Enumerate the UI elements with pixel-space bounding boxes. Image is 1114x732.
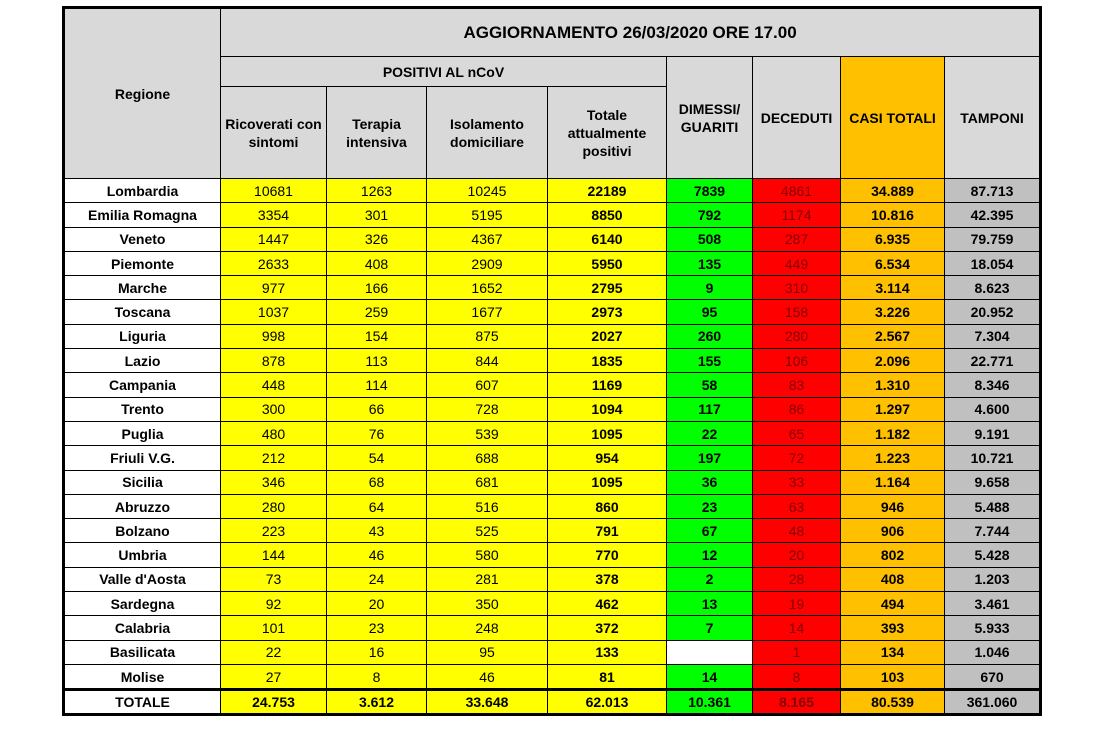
cell-ricoverati: 878 — [221, 349, 327, 373]
cell-terapia: 68 — [327, 470, 427, 494]
header-terapia: Terapia intensiva — [327, 87, 427, 179]
cell-terapia: 64 — [327, 494, 427, 518]
cell-totale-positivi: 62.013 — [548, 690, 667, 715]
cell-isolamento: 46 — [427, 664, 548, 689]
cell-terapia: 66 — [327, 397, 427, 421]
cell-dimessi: 23 — [667, 494, 753, 518]
cell-ricoverati: 212 — [221, 446, 327, 470]
cell-dimessi: 12 — [667, 543, 753, 567]
cell-casi-totali: 1.310 — [841, 373, 945, 397]
cell-totale-positivi: 22189 — [548, 179, 667, 203]
cell-tamponi: 9.658 — [945, 470, 1041, 494]
cell-dimessi: 95 — [667, 300, 753, 324]
cell-ricoverati: 223 — [221, 519, 327, 543]
total-row — [64, 690, 1041, 715]
cell-ricoverati: 73 — [221, 567, 327, 591]
table-row — [64, 446, 1041, 470]
table-row — [64, 421, 1041, 445]
cell-ricoverati: 448 — [221, 373, 327, 397]
cell-isolamento: 681 — [427, 470, 548, 494]
cell-deceduti: 83 — [753, 373, 841, 397]
cell-dimessi: 9 — [667, 276, 753, 300]
cell-regione: Lombardia — [64, 179, 221, 203]
cell-regione: Toscana — [64, 300, 221, 324]
cell-casi-totali: 2.567 — [841, 324, 945, 348]
cell-ricoverati: 346 — [221, 470, 327, 494]
cell-totale-positivi: 81 — [548, 664, 667, 689]
cell-casi-totali: 34.889 — [841, 179, 945, 203]
cell-terapia: 54 — [327, 446, 427, 470]
cell-tamponi: 18.054 — [945, 251, 1041, 275]
cell-casi-totali: 393 — [841, 616, 945, 640]
cell-dimessi: 7839 — [667, 179, 753, 203]
cell-casi-totali: 1.164 — [841, 470, 945, 494]
table-row — [64, 251, 1041, 275]
table-row — [64, 300, 1041, 324]
cell-tamponi: 5.488 — [945, 494, 1041, 518]
table-row — [64, 373, 1041, 397]
cell-dimessi: 792 — [667, 203, 753, 227]
cell-ricoverati: 10681 — [221, 179, 327, 203]
header-deceduti: DECEDUTI — [753, 57, 841, 179]
cell-totale-positivi: 133 — [548, 640, 667, 664]
header-totale-positivi: Totale attualmente positivi — [548, 87, 667, 179]
cell-totale-positivi: 372 — [548, 616, 667, 640]
cell-isolamento: 1652 — [427, 276, 548, 300]
cell-terapia: 43 — [327, 519, 427, 543]
cell-tamponi: 1.046 — [945, 640, 1041, 664]
cell-terapia: 76 — [327, 421, 427, 445]
table-title: AGGIORNAMENTO 26/03/2020 ORE 17.00 — [221, 8, 1041, 57]
cell-terapia: 166 — [327, 276, 427, 300]
cell-deceduti: 72 — [753, 446, 841, 470]
cell-deceduti: 65 — [753, 421, 841, 445]
cell-regione: Lazio — [64, 349, 221, 373]
cell-ricoverati: 998 — [221, 324, 327, 348]
cell-totale-positivi: 1169 — [548, 373, 667, 397]
cell-casi-totali: 2.096 — [841, 349, 945, 373]
cell-totale-positivi: 1095 — [548, 470, 667, 494]
cell-tamponi: 79.759 — [945, 227, 1041, 251]
cell-casi-totali: 408 — [841, 567, 945, 591]
cell-dimessi: 36 — [667, 470, 753, 494]
cell-deceduti: 1 — [753, 640, 841, 664]
cell-tamponi: 7.304 — [945, 324, 1041, 348]
cell-tamponi: 5.933 — [945, 616, 1041, 640]
cell-isolamento: 688 — [427, 446, 548, 470]
cell-isolamento: 539 — [427, 421, 548, 445]
cell-isolamento: 580 — [427, 543, 548, 567]
cell-terapia: 16 — [327, 640, 427, 664]
cell-terapia: 8 — [327, 664, 427, 689]
cell-deceduti: 1174 — [753, 203, 841, 227]
cell-deceduti: 158 — [753, 300, 841, 324]
cell-isolamento: 350 — [427, 592, 548, 616]
cell-regione: Puglia — [64, 421, 221, 445]
cell-deceduti: 4861 — [753, 179, 841, 203]
cell-terapia: 154 — [327, 324, 427, 348]
cell-deceduti: 28 — [753, 567, 841, 591]
cell-casi-totali: 494 — [841, 592, 945, 616]
cell-regione: Molise — [64, 664, 221, 689]
cell-dimessi: 260 — [667, 324, 753, 348]
cell-isolamento: 875 — [427, 324, 548, 348]
cell-totale-positivi: 791 — [548, 519, 667, 543]
table-row — [64, 664, 1041, 689]
cell-ricoverati: 92 — [221, 592, 327, 616]
header-isolamento: Isolamento domiciliare — [427, 87, 548, 179]
cell-isolamento: 281 — [427, 567, 548, 591]
header-positivi: POSITIVI AL nCoV — [221, 57, 667, 87]
cell-deceduti: 86 — [753, 397, 841, 421]
cell-regione: Veneto — [64, 227, 221, 251]
cell-dimessi: 7 — [667, 616, 753, 640]
cell-regione: Trento — [64, 397, 221, 421]
cell-deceduti: 20 — [753, 543, 841, 567]
cell-deceduti: 8 — [753, 664, 841, 689]
cell-ricoverati: 300 — [221, 397, 327, 421]
cell-regione: Piemonte — [64, 251, 221, 275]
cell-casi-totali: 134 — [841, 640, 945, 664]
cell-dimessi: 58 — [667, 373, 753, 397]
cell-regione: Abruzzo — [64, 494, 221, 518]
cell-regione: Campania — [64, 373, 221, 397]
cell-tamponi: 8.623 — [945, 276, 1041, 300]
cell-ricoverati: 1447 — [221, 227, 327, 251]
table-row — [64, 179, 1041, 203]
cell-ricoverati: 480 — [221, 421, 327, 445]
table-row — [64, 470, 1041, 494]
cell-isolamento: 516 — [427, 494, 548, 518]
cell-isolamento: 844 — [427, 349, 548, 373]
table-row — [64, 519, 1041, 543]
cell-tamponi: 8.346 — [945, 373, 1041, 397]
cell-isolamento: 607 — [427, 373, 548, 397]
cell-dimessi: 10.361 — [667, 690, 753, 715]
table-row — [64, 494, 1041, 518]
cell-deceduti: 449 — [753, 251, 841, 275]
cell-tamponi: 361.060 — [945, 690, 1041, 715]
cell-deceduti: 63 — [753, 494, 841, 518]
table-row — [64, 227, 1041, 251]
cell-dimessi: 117 — [667, 397, 753, 421]
cell-isolamento: 4367 — [427, 227, 548, 251]
cell-tamponi: 10.721 — [945, 446, 1041, 470]
cell-isolamento: 2909 — [427, 251, 548, 275]
cell-tamponi: 4.600 — [945, 397, 1041, 421]
table-row — [64, 543, 1041, 567]
cell-deceduti: 48 — [753, 519, 841, 543]
cell-tamponi: 9.191 — [945, 421, 1041, 445]
cell-terapia: 20 — [327, 592, 427, 616]
cell-regione: Marche — [64, 276, 221, 300]
cell-deceduti: 106 — [753, 349, 841, 373]
cell-dimessi: 2 — [667, 567, 753, 591]
cell-dimessi: 67 — [667, 519, 753, 543]
cell-ricoverati: 977 — [221, 276, 327, 300]
cell-ricoverati: 24.753 — [221, 690, 327, 715]
cell-deceduti: 33 — [753, 470, 841, 494]
cell-totale-positivi: 378 — [548, 567, 667, 591]
table-row — [64, 324, 1041, 348]
cell-tamponi: 3.461 — [945, 592, 1041, 616]
cell-totale-positivi: 770 — [548, 543, 667, 567]
cell-isolamento: 10245 — [427, 179, 548, 203]
table-row — [64, 276, 1041, 300]
table-row — [64, 592, 1041, 616]
header-ricoverati: Ricoverati con sintomi — [221, 87, 327, 179]
cell-dimessi: 508 — [667, 227, 753, 251]
header-regione: Regione — [64, 8, 221, 179]
header-tamponi: TAMPONI — [945, 57, 1041, 179]
cell-isolamento: 5195 — [427, 203, 548, 227]
cell-tamponi: 1.203 — [945, 567, 1041, 591]
cell-casi-totali: 1.182 — [841, 421, 945, 445]
cell-deceduti: 280 — [753, 324, 841, 348]
cell-totale-positivi: 8850 — [548, 203, 667, 227]
cell-tamponi: 670 — [945, 664, 1041, 689]
cell-totale-positivi: 860 — [548, 494, 667, 518]
header-dimessi: DIMESSI/ GUARITI — [667, 57, 753, 179]
cell-dimessi: 14 — [667, 664, 753, 689]
cell-deceduti: 310 — [753, 276, 841, 300]
cell-terapia: 326 — [327, 227, 427, 251]
cell-casi-totali: 103 — [841, 664, 945, 689]
cell-regione: Bolzano — [64, 519, 221, 543]
table-row — [64, 203, 1041, 227]
cell-dimessi: 135 — [667, 251, 753, 275]
cell-ricoverati: 101 — [221, 616, 327, 640]
cell-regione: Liguria — [64, 324, 221, 348]
cell-casi-totali: 3.226 — [841, 300, 945, 324]
cell-regione: Calabria — [64, 616, 221, 640]
cell-totale-positivi: 1835 — [548, 349, 667, 373]
table-body — [64, 179, 1041, 715]
cell-ricoverati: 144 — [221, 543, 327, 567]
cell-regione: Sicilia — [64, 470, 221, 494]
cell-tamponi: 42.395 — [945, 203, 1041, 227]
cell-tamponi: 20.952 — [945, 300, 1041, 324]
cell-dimessi: 155 — [667, 349, 753, 373]
cell-terapia: 114 — [327, 373, 427, 397]
cell-tamponi: 7.744 — [945, 519, 1041, 543]
table-row — [64, 349, 1041, 373]
cell-totale-positivi: 462 — [548, 592, 667, 616]
cell-casi-totali: 6.935 — [841, 227, 945, 251]
cell-regione: TOTALE — [64, 690, 221, 715]
cell-ricoverati: 3354 — [221, 203, 327, 227]
table-row — [64, 616, 1041, 640]
cell-tamponi: 5.428 — [945, 543, 1041, 567]
cell-regione: Emilia Romagna — [64, 203, 221, 227]
cell-terapia: 113 — [327, 349, 427, 373]
cell-casi-totali: 906 — [841, 519, 945, 543]
cell-terapia: 46 — [327, 543, 427, 567]
cell-isolamento: 248 — [427, 616, 548, 640]
cell-totale-positivi: 1095 — [548, 421, 667, 445]
cell-casi-totali: 1.223 — [841, 446, 945, 470]
cell-dimessi: 13 — [667, 592, 753, 616]
cell-dimessi: 22 — [667, 421, 753, 445]
cell-totale-positivi: 954 — [548, 446, 667, 470]
covid-regional-table — [62, 6, 1042, 716]
cell-isolamento: 728 — [427, 397, 548, 421]
cell-ricoverati: 1037 — [221, 300, 327, 324]
cell-totale-positivi: 2973 — [548, 300, 667, 324]
cell-totale-positivi: 1094 — [548, 397, 667, 421]
cell-ricoverati: 27 — [221, 664, 327, 689]
cell-isolamento: 33.648 — [427, 690, 548, 715]
cell-terapia: 301 — [327, 203, 427, 227]
cell-regione: Umbria — [64, 543, 221, 567]
cell-casi-totali: 3.114 — [841, 276, 945, 300]
table-row — [64, 640, 1041, 664]
cell-casi-totali: 946 — [841, 494, 945, 518]
cell-totale-positivi: 5950 — [548, 251, 667, 275]
cell-tamponi: 22.771 — [945, 349, 1041, 373]
cell-totale-positivi: 6140 — [548, 227, 667, 251]
cell-casi-totali: 802 — [841, 543, 945, 567]
cell-deceduti: 19 — [753, 592, 841, 616]
cell-terapia: 23 — [327, 616, 427, 640]
cell-deceduti: 287 — [753, 227, 841, 251]
cell-terapia: 24 — [327, 567, 427, 591]
cell-totale-positivi: 2027 — [548, 324, 667, 348]
cell-terapia: 3.612 — [327, 690, 427, 715]
cell-terapia: 259 — [327, 300, 427, 324]
cell-tamponi: 87.713 — [945, 179, 1041, 203]
cell-isolamento: 525 — [427, 519, 548, 543]
cell-regione: Friuli V.G. — [64, 446, 221, 470]
cell-terapia: 408 — [327, 251, 427, 275]
cell-ricoverati: 280 — [221, 494, 327, 518]
cell-deceduti: 8.165 — [753, 690, 841, 715]
cell-ricoverati: 22 — [221, 640, 327, 664]
table-row — [64, 567, 1041, 591]
table-row — [64, 397, 1041, 421]
cell-casi-totali: 80.539 — [841, 690, 945, 715]
cell-deceduti: 14 — [753, 616, 841, 640]
cell-dimessi — [667, 640, 753, 664]
cell-isolamento: 95 — [427, 640, 548, 664]
cell-terapia: 1263 — [327, 179, 427, 203]
cell-ricoverati: 2633 — [221, 251, 327, 275]
cell-casi-totali: 1.297 — [841, 397, 945, 421]
header-casi-totali: CASI TOTALI — [841, 57, 945, 179]
cell-isolamento: 1677 — [427, 300, 548, 324]
cell-dimessi: 197 — [667, 446, 753, 470]
cell-casi-totali: 6.534 — [841, 251, 945, 275]
cell-regione: Basilicata — [64, 640, 221, 664]
cell-regione: Valle d'Aosta — [64, 567, 221, 591]
cell-totale-positivi: 2795 — [548, 276, 667, 300]
cell-casi-totali: 10.816 — [841, 203, 945, 227]
cell-regione: Sardegna — [64, 592, 221, 616]
